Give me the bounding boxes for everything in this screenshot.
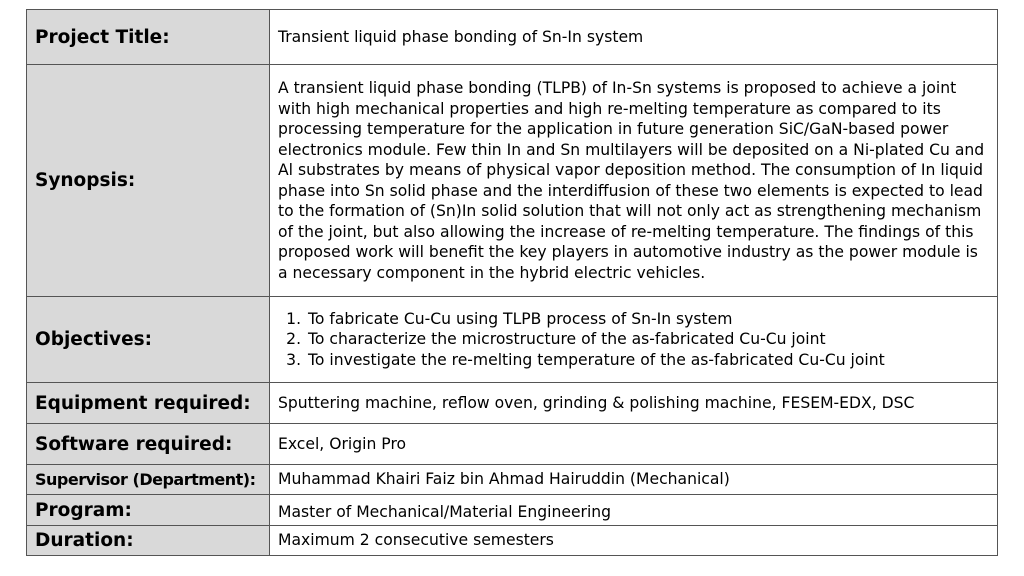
- software-row: [27, 424, 998, 465]
- project-info-table: [26, 9, 998, 556]
- duration-label: Duration:: [27, 526, 270, 556]
- project-title-value: Transient liquid phase bonding of Sn-In system: [270, 10, 998, 65]
- project-title-row: [27, 10, 998, 65]
- program-row: [27, 495, 998, 526]
- duration-value: Maximum 2 consecutive semesters: [270, 526, 998, 556]
- synopsis-label: Synopsis:: [27, 65, 270, 297]
- objectives-list: [278, 309, 989, 371]
- synopsis-row: [27, 65, 998, 297]
- project-title-label: Project Title:: [27, 10, 270, 65]
- objectives-row: [27, 297, 998, 383]
- supervisor-label: Supervisor (Department):: [27, 465, 270, 495]
- software-label: Software required:: [27, 424, 270, 465]
- synopsis-value: A transient liquid phase bonding (TLPB) of In-Sn systems is proposed to achieve a joint with high mechanical properties and high re-melting temperature as compared to its processing temperature for the application in future generation SiC/GaN-based power electronics module. Few thin In and Sn multilayers will be deposited on a Ni-plated Cu and Al substrates by means of physical vapor deposition method. The consumption of In liquid phase into Sn solid phase and the interdiffusion of these two elements is expected to lead to the formation of (Sn)In solid solution that will not only act as strengthening mechanism of the joint, but also allowing the increase of re-melting temperature. The findings of this proposed work will benefit the key players in automotive industry as the power module is a necessary component in the hybrid electric vehicles.: [270, 65, 998, 297]
- supervisor-value: Muhammad Khairi Faiz bin Ahmad Hairuddin (Mechanical): [270, 465, 998, 495]
- objective-item: 3. To investigate the re-melting temperature of the as-fabricated Cu-Cu joint: [306, 350, 989, 371]
- objective-item: 2. To characterize the microstructure of the as-fabricated Cu-Cu joint: [306, 329, 989, 350]
- supervisor-row: [27, 465, 998, 495]
- duration-row: [27, 526, 998, 556]
- equipment-value: Sputtering machine, reflow oven, grinding & polishing machine, FESEM-EDX, DSC: [270, 383, 998, 424]
- program-value: Master of Mechanical/Material Engineering: [270, 495, 998, 526]
- program-label: Program:: [27, 495, 270, 526]
- software-value: Excel, Origin Pro: [270, 424, 998, 465]
- objectives-label: Objectives:: [27, 297, 270, 383]
- objective-item: 1. To fabricate Cu-Cu using TLPB process of Sn-In system: [306, 309, 989, 330]
- objectives-value: [270, 297, 998, 383]
- equipment-row: [27, 383, 998, 424]
- equipment-label: Equipment required:: [27, 383, 270, 424]
